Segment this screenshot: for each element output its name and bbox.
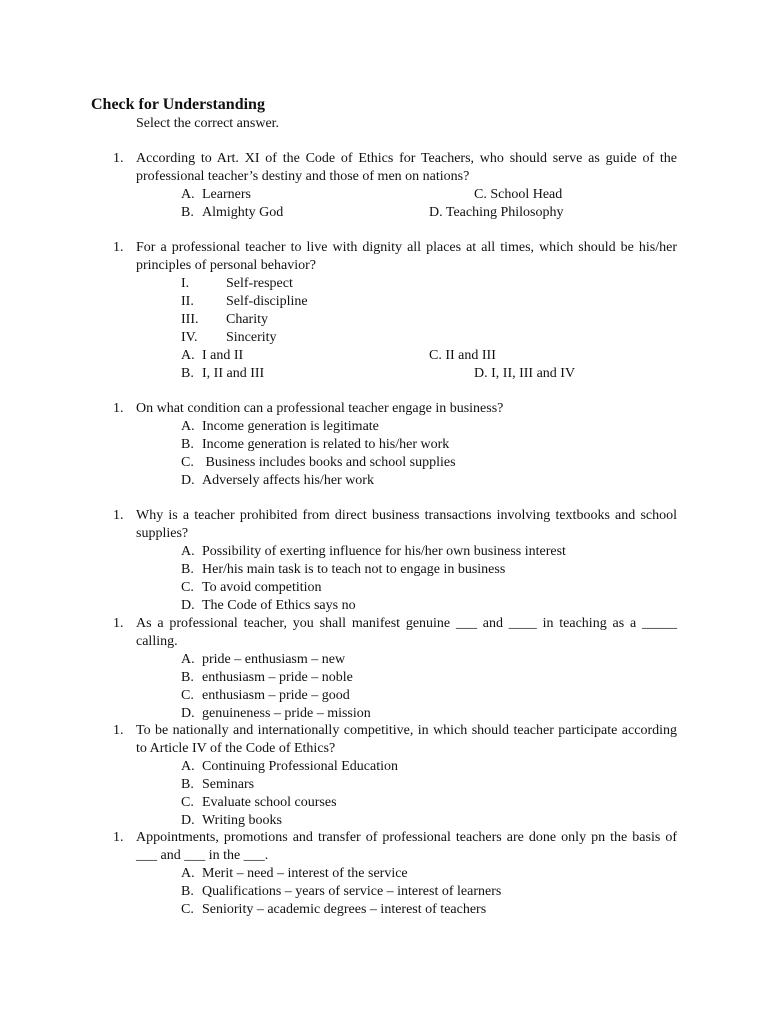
question-text: As a professional teacher, you shall manifest genuine ___ and ____ in teaching as a _____ calling. (136, 616, 677, 649)
roman-item-text: Self-discipline (226, 294, 308, 309)
question-text: Why is a teacher prohibited from direct business transactions involving textbooks and school supplies? (136, 508, 677, 541)
option-text: Income generation is related to his/her work (202, 437, 450, 452)
option-text: II and III (445, 348, 496, 363)
option-text: Continuing Professional Education (202, 759, 398, 774)
option-text: Business includes books and school supplies (202, 455, 456, 470)
option-label: A. (181, 419, 195, 434)
option-text: Adversely affects his/her work (202, 473, 374, 488)
option-label: A. (181, 544, 195, 559)
option-label: D. (181, 473, 195, 488)
instruction-text: Select the correct answer. (136, 116, 280, 131)
option-label: B. (181, 884, 194, 899)
page-heading: Check for Understanding (91, 96, 265, 113)
option-text: Seniority – academic degrees – interest of teachers (202, 902, 487, 917)
option-text: Learners (202, 187, 251, 202)
option-text: Almighty God (202, 205, 284, 220)
option-text: enthusiasm – pride – good (202, 688, 350, 703)
option-label: A. (181, 652, 195, 667)
option-label: C. (429, 348, 442, 363)
option-label: C. (181, 580, 194, 595)
option-text: The Code of Ethics says no (202, 598, 356, 613)
option-label: D. (474, 366, 488, 381)
option-text: enthusiasm – pride – noble (202, 670, 353, 685)
roman-numeral-label: II. (181, 294, 194, 309)
answer-option-d[interactable] (429, 204, 564, 222)
question-number: 1. (113, 830, 124, 845)
option-text: I, II and III (202, 366, 265, 381)
option-label: D. (181, 706, 195, 721)
option-label: D. (429, 205, 443, 220)
option-label: B. (181, 366, 194, 381)
option-label: C. (181, 795, 194, 810)
option-label: A. (181, 187, 195, 202)
answer-option-c[interactable] (474, 186, 562, 204)
question-text: Appointments, promotions and transfer of professional teachers are done only pn the basis of ___ and ___ in the ___. (136, 830, 677, 863)
question-number: 1. (113, 508, 124, 523)
option-text: Seminars (202, 777, 255, 792)
roman-numeral-label: I. (181, 276, 190, 291)
question-number: 1. (113, 240, 124, 255)
option-text: Qualifications – years of service – interest of learners (202, 884, 502, 899)
option-text: School Head (490, 187, 563, 202)
option-label: B. (181, 670, 194, 685)
question-text: To be nationally and internationally competitive, in which should teacher participate according to Article IV of the Code of Ethics? (136, 723, 677, 756)
question-text: According to Art. XI of the Code of Ethics for Teachers, who should serve as guide of the professional teacher’s destiny and those of men on nations? (136, 151, 677, 184)
roman-item-text: Sincerity (226, 330, 277, 345)
question-number: 1. (113, 151, 124, 166)
option-text: pride – enthusiasm – new (202, 652, 346, 667)
option-label: B. (181, 562, 194, 577)
option-text: genuineness – pride – mission (202, 706, 371, 721)
question-number: 1. (113, 723, 124, 738)
option-label: A. (181, 866, 195, 881)
option-text: To avoid competition (202, 580, 322, 595)
option-label: A. (181, 348, 195, 363)
option-text: I and II (202, 348, 244, 363)
question-number: 1. (113, 401, 124, 416)
roman-item-text: Self-respect (226, 276, 293, 291)
question-text: For a professional teacher to live with dignity all places at all times, which should be his/her principles of personal behavior? (136, 240, 677, 273)
roman-item-text: Charity (226, 312, 268, 327)
roman-numeral-label: IV. (181, 330, 198, 345)
option-label: B. (181, 437, 194, 452)
option-text: Her/his main task is to teach not to engage in business (202, 562, 506, 577)
option-label: C. (181, 455, 194, 470)
option-text: Teaching Philosophy (445, 205, 564, 220)
option-text: I, II, III and IV (491, 366, 576, 381)
question-number: 1. (113, 616, 124, 631)
option-label: C. (181, 688, 194, 703)
option-text: Evaluate school courses (202, 795, 337, 810)
option-label: D. (181, 813, 195, 828)
option-text: Writing books (202, 813, 282, 828)
option-label: B. (181, 777, 194, 792)
option-text: Possibility of exerting influence for his/her own business interest (202, 544, 566, 559)
option-label: C. (181, 902, 194, 917)
option-label: B. (181, 205, 194, 220)
question-text: On what condition can a professional teacher engage in business? (136, 401, 504, 416)
option-label: D. (181, 598, 195, 613)
answer-option-c[interactable] (429, 347, 496, 365)
option-label: A. (181, 759, 195, 774)
answer-option-d[interactable] (474, 365, 575, 383)
option-label: C. (474, 187, 487, 202)
option-text: Merit – need – interest of the service (202, 866, 408, 881)
option-text: Income generation is legitimate (202, 419, 379, 434)
roman-numeral-label: III. (181, 312, 199, 327)
